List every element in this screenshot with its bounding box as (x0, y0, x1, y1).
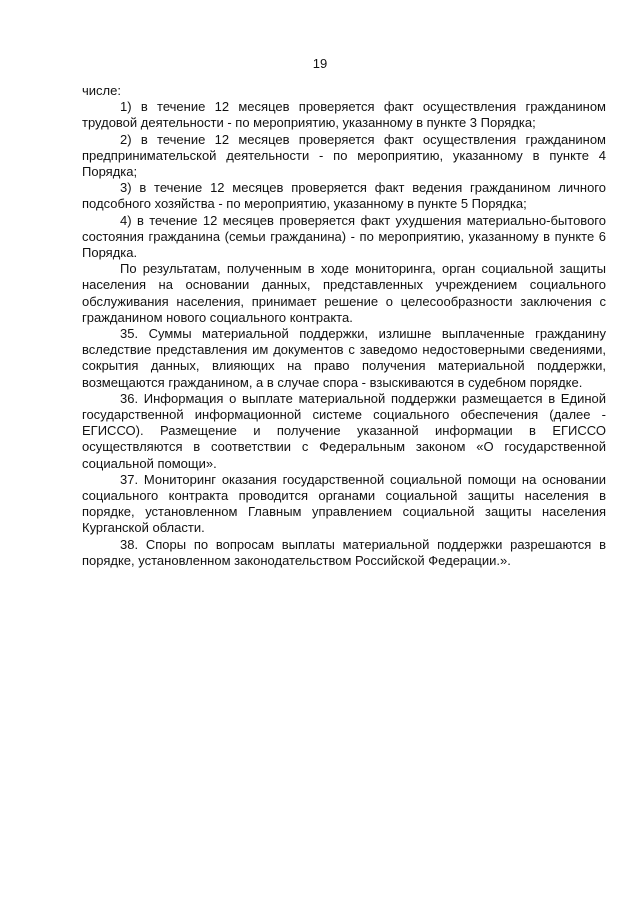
paragraph: 2) в течение 12 месяцев проверяется факт осуществления гражданином предпринимательской деятельности - по мероприятию, указанному в пункте 4 Порядка; (82, 131, 606, 180)
paragraph: 1) в течение 12 месяцев проверяется факт осуществления гражданином трудовой деятельности - по мероприятию, указанному в пункте 3 Порядка; (82, 99, 606, 131)
paragraph: 37. Мониторинг оказания государственной социальной помощи на основании социального контракта проводится органами социальной защиты населения в порядке, установленном Главным управлением социальной защиты населения Курганской области. (82, 471, 606, 536)
page-number: 19 (312, 56, 328, 71)
paragraph: 38. Споры по вопросам выплаты материальной поддержки разрешаются в порядке, установленном законодательством Российской Федерации.». (82, 536, 606, 568)
paragraph: 3) в течение 12 месяцев проверяется факт ведения гражданином личного подсобного хозяйства - по мероприятию, указанному в пункте 5 Порядка; (82, 180, 606, 212)
paragraph: 36. Информация о выплате материальной поддержки размещается в Единой государственной информационной системе социального обеспечения (далее - ЕГИССО). Размещение и получение указанной информации в ЕГИССО осуществляются в соответствии с Федеральным законом «О государственной социальной помощи». (82, 390, 606, 471)
paragraph: 35. Суммы материальной поддержки, излишне выплаченные гражданину вследствие представления им документов с заведомо недостоверными сведениями, сокрытия данных, влияющих на право получения материальной поддержки, возмещаются гражданином, а в случае спора - взыскиваются в судебном порядке. (82, 326, 606, 390)
document-body (82, 83, 606, 569)
paragraph: числе: (82, 83, 121, 98)
paragraph: По результатам, полученным в ходе мониторинга, орган социальной защиты населения на основании данных, представленных учреждением социального обслуживания населения, принимает решение о целесообразности заключения с гражданином нового социального контракта. (82, 261, 606, 325)
paragraph: 4) в течение 12 месяцев проверяется факт ухудшения материально-бытового состояния гражданина (семьи гражданина) - по мероприятию, указанному в пункте 6 Порядка. (82, 212, 606, 261)
